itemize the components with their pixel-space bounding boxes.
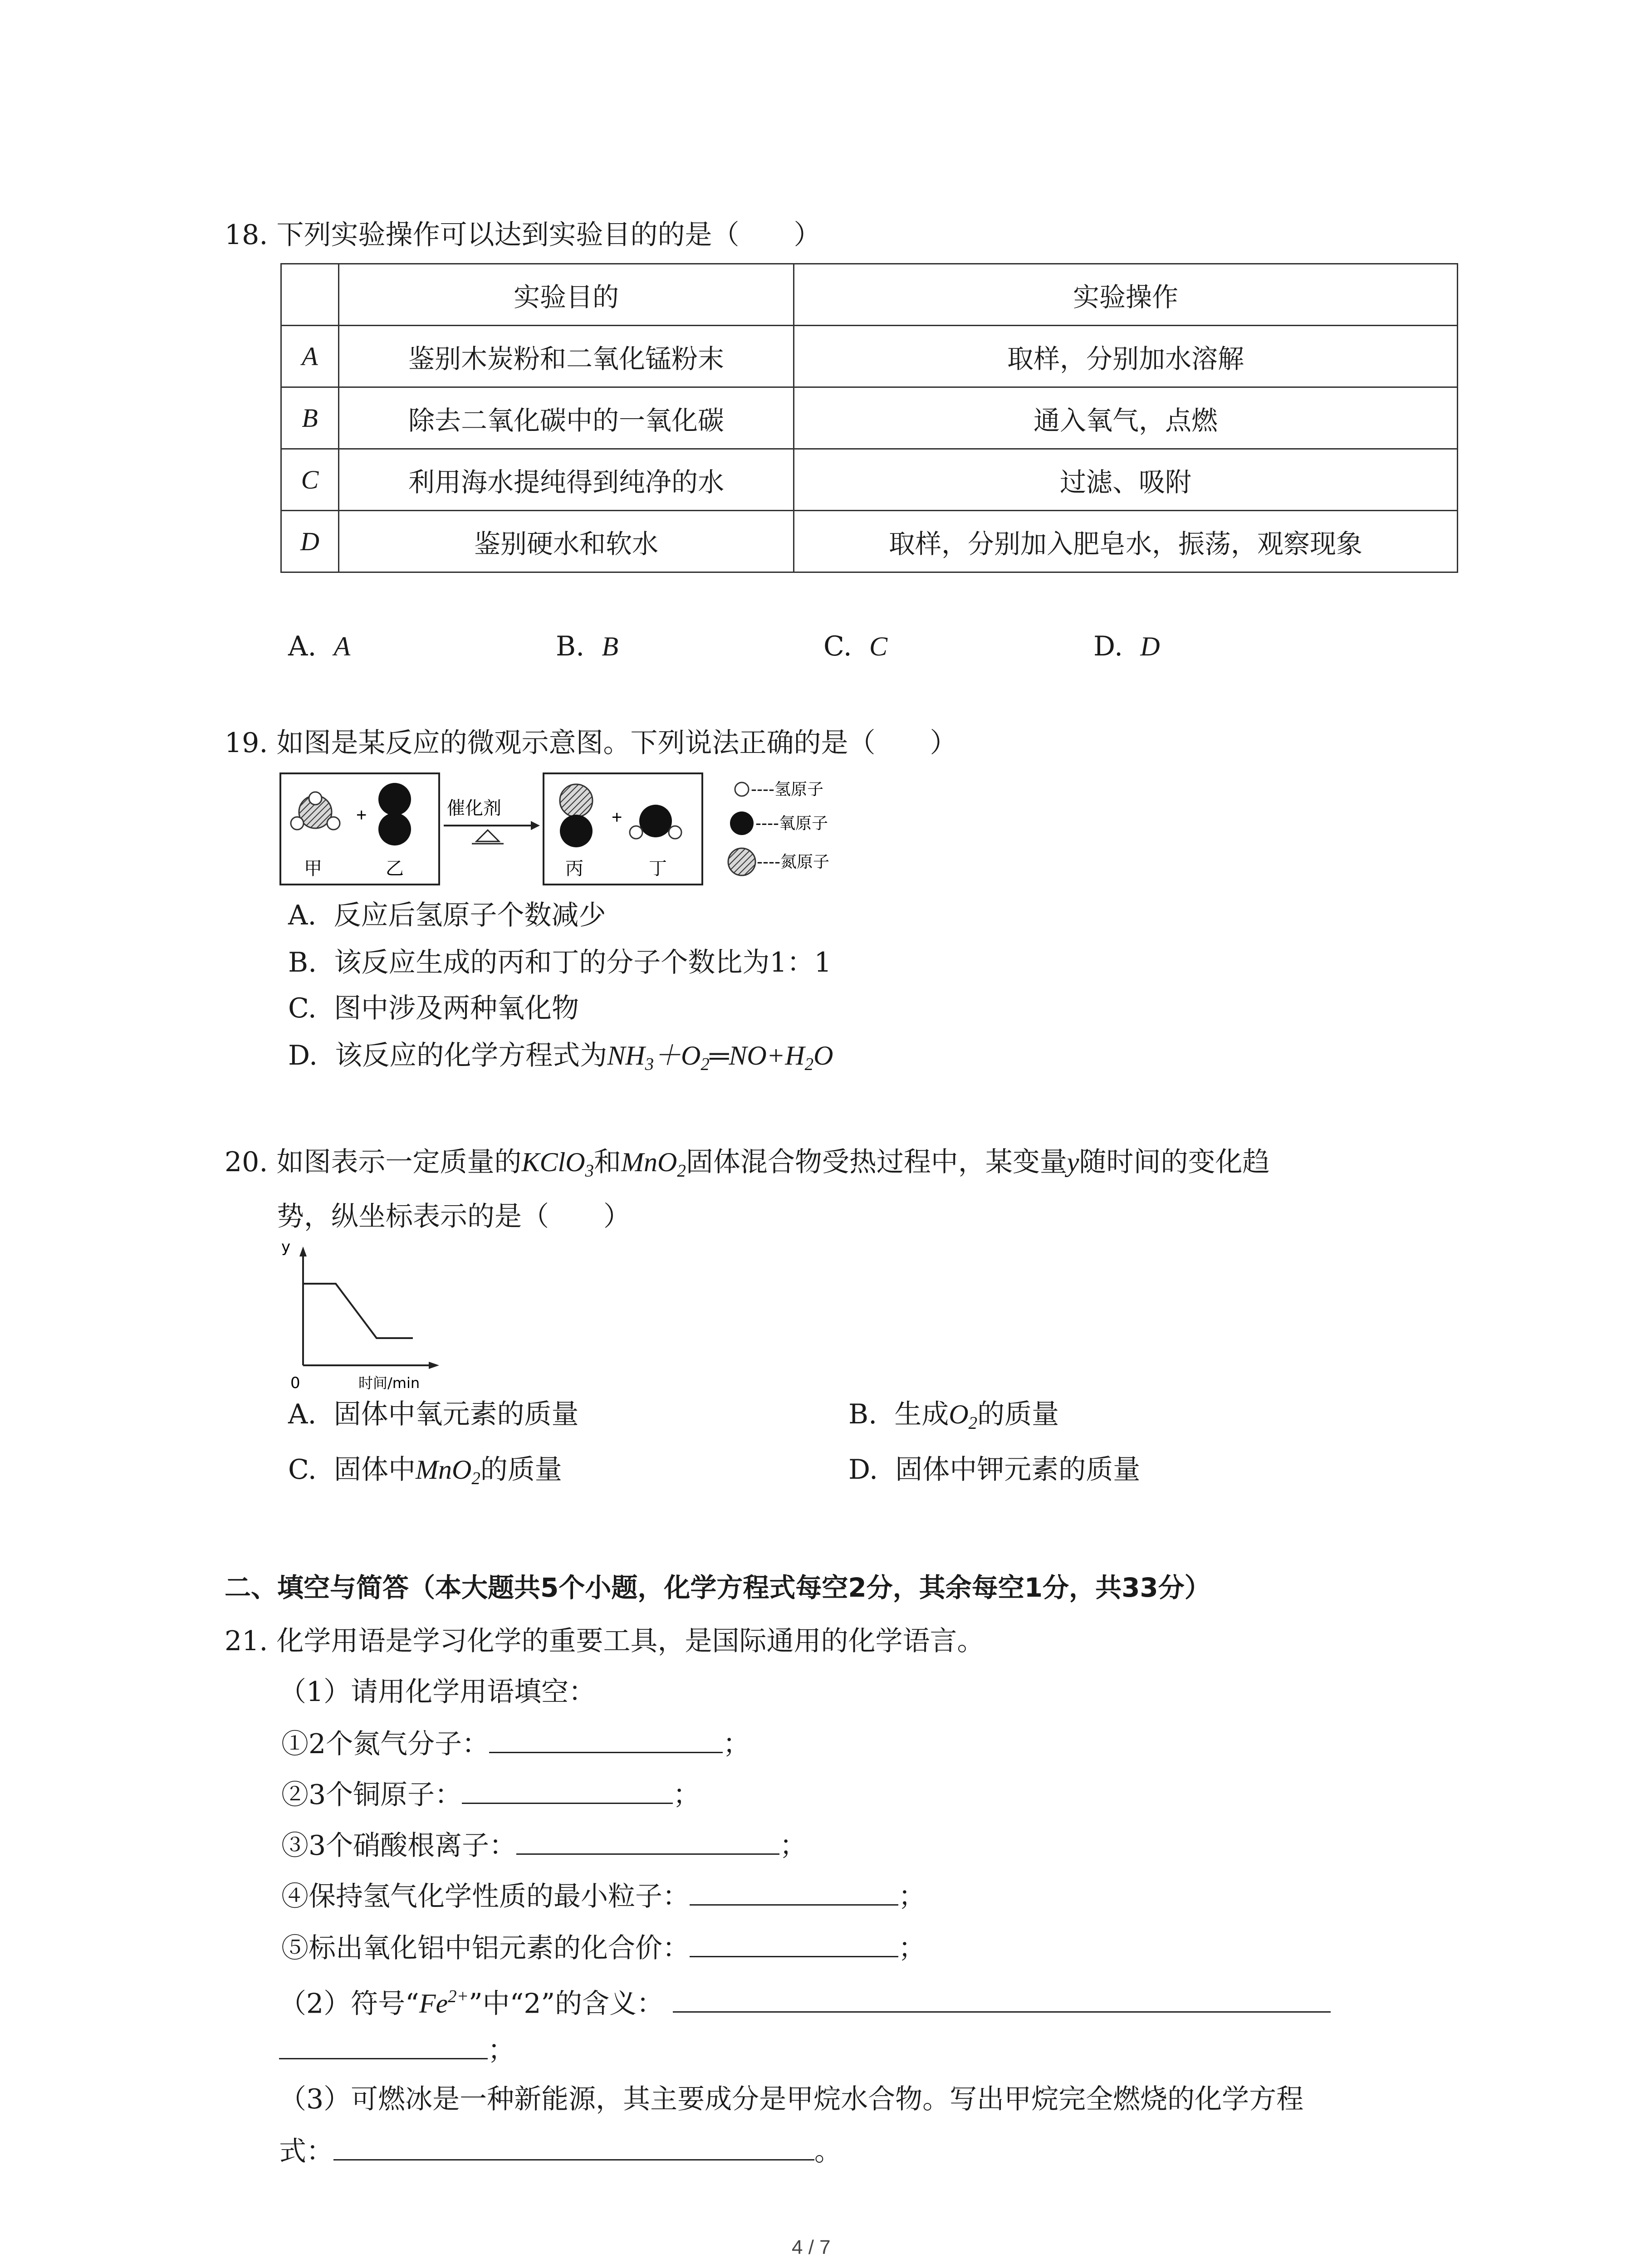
option-text: 该反应的化学方程式为 (335, 1040, 607, 1071)
punct: ； (779, 1830, 807, 1862)
option-text: 固体中钾元素的质量 (895, 1454, 1141, 1486)
row-label: C (281, 449, 339, 511)
reaction-diagram (277, 771, 894, 894)
q19-option-c[interactable] (288, 990, 579, 1026)
option-key: D. (848, 1454, 878, 1486)
option-key: D. (288, 1040, 318, 1071)
table-header-row (281, 264, 1458, 326)
molecule-jia (291, 792, 340, 830)
catalyst-label: 催化剂 (447, 798, 501, 819)
graph-origin: 0 (290, 1374, 300, 1392)
label-ding: 丁 (649, 858, 667, 879)
svg-text:+: + (612, 807, 622, 827)
table-header-operation: 实验操作 (794, 264, 1458, 326)
molecule-ding (630, 805, 681, 839)
graph-curve (303, 1284, 413, 1338)
answer-blank[interactable] (690, 1928, 898, 1957)
q21-item-3 (281, 1825, 807, 1864)
option-text: 生成 (894, 1398, 949, 1430)
answer-blank[interactable] (489, 1724, 723, 1753)
answer-blank[interactable] (690, 1876, 898, 1906)
chemical-equation: $NH_3+O_2═NO+H_2O$ (607, 1041, 833, 1074)
row-operation: 过滤、吸附 (794, 449, 1458, 511)
q19-option-d[interactable] (288, 1037, 833, 1083)
molecule-bing (560, 784, 593, 847)
ion-fe: $Fe^{2+}$ (419, 1987, 469, 2019)
option-value: A (333, 631, 351, 661)
table-header-purpose: 实验目的 (339, 264, 794, 326)
q21-stem: 21. 化学用语是学习化学的重要工具，是国际通用的化学语言。 (225, 1625, 985, 1657)
section-title: 二、填空与简答（本大题共5个小题，化学方程式每空2分，其余每空1分，共33分） (225, 1572, 1211, 1603)
item-text: ②3个铜原子： (281, 1779, 462, 1811)
row-purpose: 除去二氧化碳中的一氧化碳 (339, 387, 794, 449)
option-text: 图中涉及两种氧化物 (334, 992, 579, 1024)
item-text: ⑤标出氧化铝中铝元素的化合价： (281, 1932, 690, 1964)
option-key: B. (288, 947, 317, 978)
q18-option-a[interactable] (288, 628, 350, 665)
q20-option-a[interactable] (288, 1396, 579, 1432)
option-key: C. (823, 631, 852, 662)
q20-stem-part: 随时间的变化趋 (1079, 1146, 1270, 1178)
punct: ； (488, 2034, 515, 2066)
row-operation: 通入氧气，点燃 (794, 387, 1458, 449)
option-value: C (869, 631, 888, 661)
row-label: D (281, 511, 339, 572)
legend (728, 780, 829, 875)
option-key: B. (848, 1398, 877, 1430)
answer-blank[interactable] (279, 2030, 488, 2059)
part2-text: （2）符号“ (279, 1988, 419, 2020)
legend-hydrogen: ----氢原子 (751, 780, 823, 799)
item-text: ①2个氮气分子： (281, 1728, 490, 1760)
q21-item-2 (281, 1774, 700, 1813)
q20-stem-part: 20. 如图表示一定质量的 (225, 1146, 522, 1178)
option-text: 固体中氧元素的质量 (333, 1398, 579, 1430)
svg-text:+: + (356, 805, 367, 825)
row-operation: 取样，分别加水溶解 (794, 326, 1458, 387)
graph-x-label: 时间/min (358, 1374, 420, 1392)
answer-blank[interactable] (333, 2131, 814, 2160)
q21-part3-line2 (279, 2131, 842, 2170)
row-purpose: 鉴别硬水和软水 (339, 511, 794, 572)
table-row (281, 511, 1458, 572)
q20-stem-line1 (225, 1144, 1270, 1189)
q20-option-d[interactable] (848, 1452, 1140, 1488)
q21-part1: （1）请用化学用语填空： (279, 1676, 596, 1708)
table-row (281, 387, 1458, 449)
q20-stem-line2: 势，纵坐标表示的是（ ） (277, 1201, 631, 1232)
formula-mno2: MnO$_2$ (416, 1455, 480, 1488)
legend-nitrogen: ----氮原子 (757, 853, 829, 871)
option-key: D. (1093, 631, 1123, 662)
punct: ； (673, 1779, 700, 1811)
option-text: 该反应生成的丙和丁的分子个数比为1：1 (334, 947, 832, 978)
q21-item-5 (281, 1928, 926, 1966)
row-label: A (281, 326, 339, 387)
option-key: A. (288, 899, 317, 931)
option-key: A. (288, 1398, 317, 1430)
q18-option-d[interactable] (1093, 628, 1160, 665)
variable-y: y (1067, 1147, 1079, 1177)
item-text: ③3个硝酸根离子： (281, 1830, 517, 1862)
punct: ； (898, 1881, 926, 1912)
q18-option-b[interactable] (556, 628, 618, 665)
q18-stem: 18. 下列实验操作可以达到实验目的的是（ ） (225, 219, 821, 251)
punct: 。 (814, 2136, 842, 2167)
option-value: B (602, 631, 618, 661)
q21-item-4 (281, 1876, 926, 1915)
item-text: ④保持氢气化学性质的最小粒子： (281, 1881, 690, 1912)
q19-option-b[interactable] (288, 944, 832, 981)
formula-mno2: MnO$_2$ (621, 1147, 686, 1181)
option-value: D (1140, 631, 1160, 661)
option-text: 的质量 (480, 1454, 562, 1486)
option-text: 的质量 (977, 1398, 1059, 1430)
row-purpose: 鉴别木炭粉和二氧化锰粉末 (339, 326, 794, 387)
q21-item-1 (281, 1724, 750, 1762)
q20-stem-part: 固体混合物受热过程中，某变量 (686, 1146, 1067, 1178)
row-label: B (281, 387, 339, 449)
q19-stem: 19. 如图是某反应的微观示意图。下列说法正确的是（ ） (225, 727, 957, 759)
q20-stem-part: 和 (594, 1146, 622, 1178)
answer-blank[interactable] (673, 1983, 1331, 2013)
label-bing: 丙 (565, 858, 583, 879)
option-key: B. (556, 631, 585, 662)
table-row (281, 449, 1458, 511)
punct: ； (723, 1728, 750, 1760)
option-key: C. (288, 1454, 317, 1486)
option-text: 固体中 (334, 1454, 416, 1486)
label-jia: 甲 (304, 858, 322, 879)
q18-option-c[interactable] (823, 628, 887, 665)
answer-blank[interactable] (516, 1825, 779, 1855)
legend-oxygen: ----氧原子 (755, 814, 828, 833)
option-text: 反应后氢原子个数减少 (333, 899, 606, 931)
graph-y-label: y (281, 1238, 291, 1256)
table-row (281, 326, 1458, 387)
q21-part2-cont (279, 2030, 515, 2068)
q21-part2 (279, 1979, 1331, 2022)
page-number: 4 / 7 (792, 2236, 831, 2258)
q18-table (280, 263, 1458, 573)
part3-text: 式： (279, 2136, 333, 2167)
q20-option-b[interactable] (848, 1396, 1059, 1442)
label-yi: 乙 (386, 858, 404, 879)
molecule-yi (378, 783, 411, 846)
part2-text: ”中“2”的含义： (468, 1988, 664, 2020)
row-operation: 取样，分别加入肥皂水，振荡，观察现象 (794, 511, 1458, 572)
row-purpose: 利用海水提纯得到纯净的水 (339, 449, 794, 511)
option-key: A. (288, 631, 317, 662)
formula-kclo3: KClO$_3$ (521, 1147, 594, 1181)
option-key: C. (288, 992, 317, 1024)
punct: ； (898, 1932, 926, 1964)
q19-option-a[interactable] (288, 897, 606, 934)
q20-graph (281, 1238, 463, 1393)
q21-part3-line1: （3）可燃冰是一种新能源，其主要成分是甲烷水合物。写出甲烷完全燃烧的化学方程 (279, 2083, 1304, 2115)
table-header-blank (281, 264, 339, 326)
formula-o2: $O_2$ (949, 1399, 978, 1433)
q20-option-c[interactable] (288, 1452, 562, 1497)
answer-blank[interactable] (462, 1774, 673, 1804)
